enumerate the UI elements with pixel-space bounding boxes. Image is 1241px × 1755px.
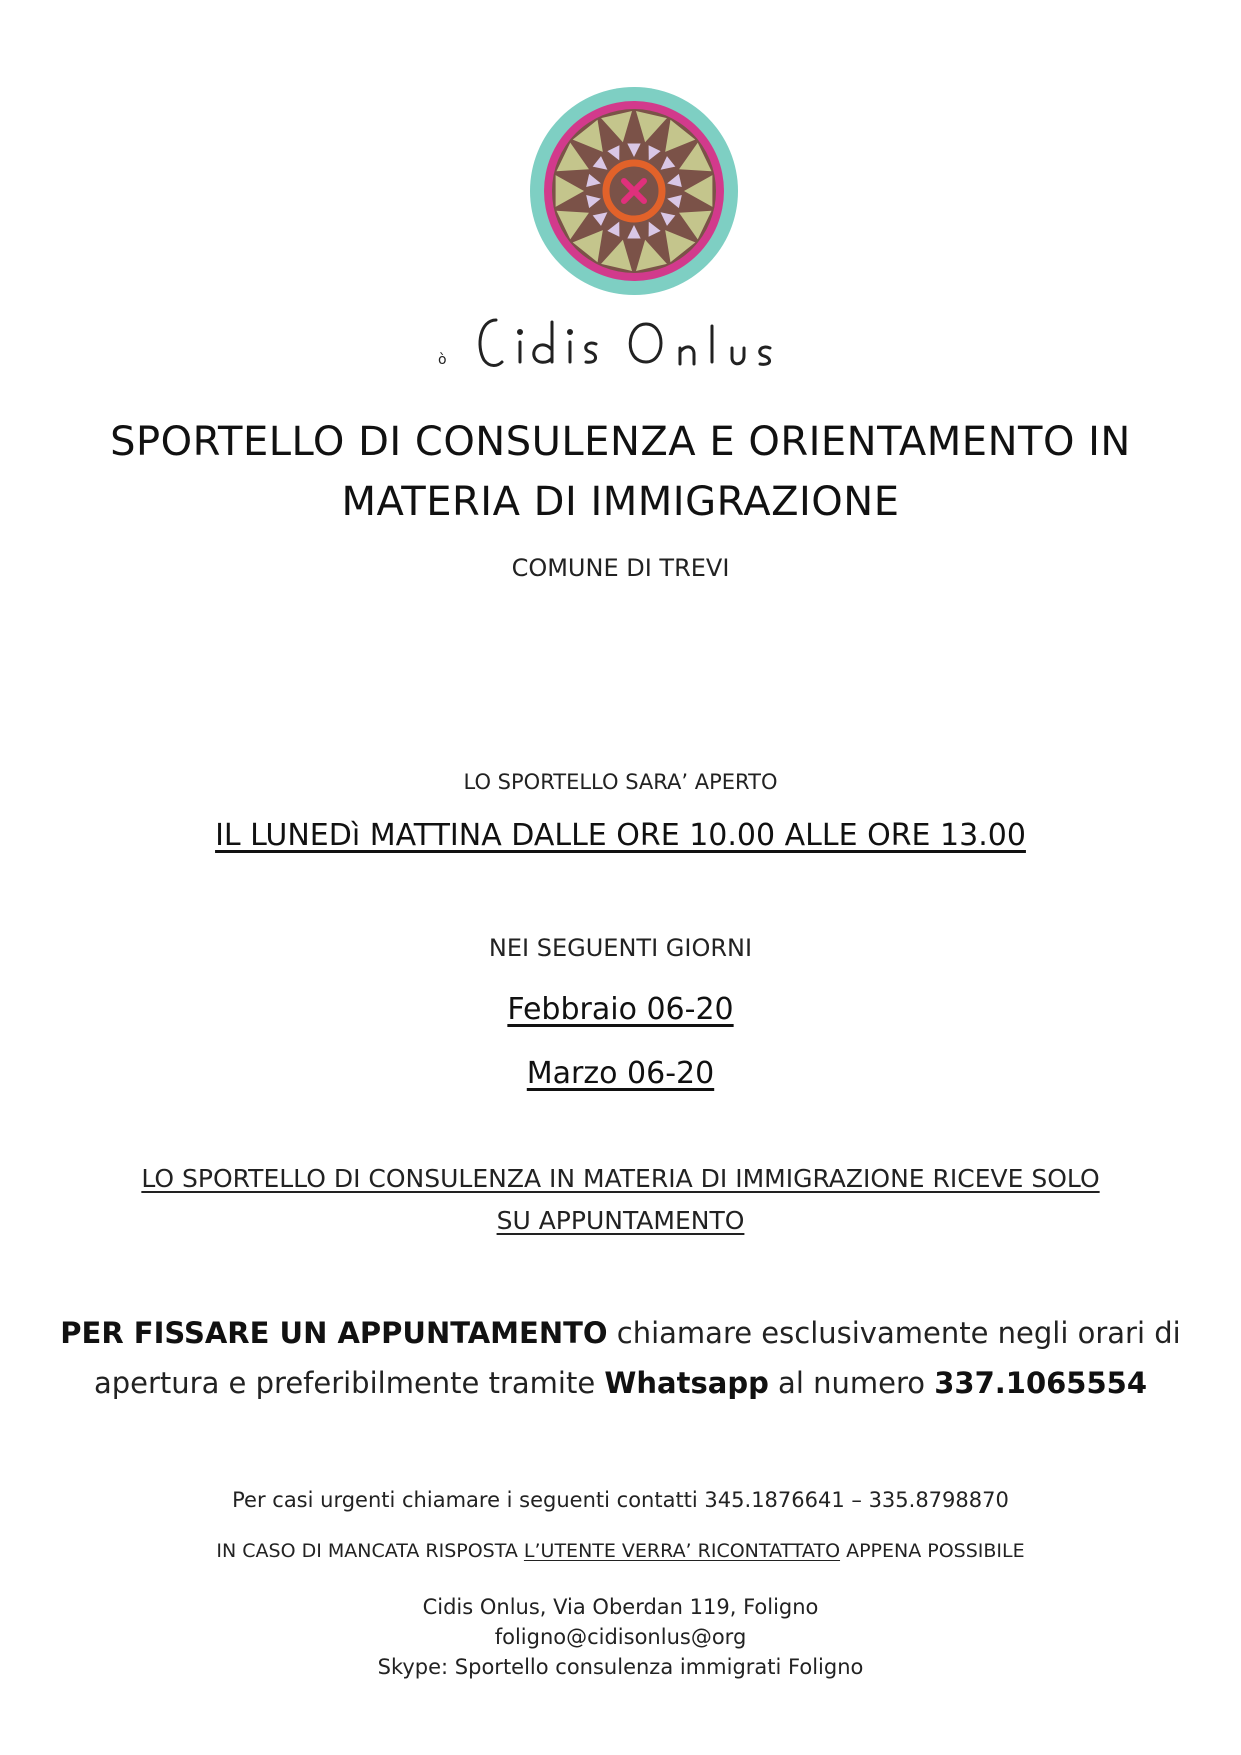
notice-line-1: LO SPORTELLO DI CONSULENZA IN MATERIA DI IMMIGRAZIONE RICEVE SOLO (141, 1164, 1100, 1193)
footer-contacts (0, 1592, 1241, 1682)
urgent-contacts: Per casi urgenti chiamare i seguenti contatti 345.1876641 – 335.8798870 (232, 1488, 1009, 1512)
appointment-lead: PER FISSARE UN APPUNTAMENTO (60, 1316, 608, 1350)
no-reply-after: APPENA POSSIBILE (840, 1540, 1025, 1562)
cidis-logo-wordmark (440, 300, 820, 390)
cidis-logo-emblem (527, 84, 741, 298)
footer-address: Cidis Onlus, Via Oberdan 119, Foligno (422, 1595, 819, 1619)
appointment-only-notice (0, 1158, 1241, 1242)
days-label: NEI SEGUENTI GIORNI (488, 934, 753, 962)
appointment-text-2: apertura e preferibilmente tramite (93, 1366, 605, 1400)
subtitle: COMUNE DI TREVI (511, 554, 730, 582)
appointment-line-2 (0, 1358, 1241, 1408)
whatsapp-number: 337.1065554 (934, 1366, 1148, 1400)
no-reply-before: IN CASO DI MANCATA RISPOSTA (216, 1540, 524, 1562)
page-title (0, 412, 1241, 532)
whatsapp-label: Whatsapp (604, 1366, 769, 1400)
footer-email: foligno@cidisonlus@org (494, 1625, 747, 1649)
notice-line-2: SU APPUNTAMENTO (496, 1206, 745, 1235)
open-label: LO SPORTELLO SARA’ APERTO (463, 770, 778, 794)
opening-hours: IL LUNEDì MATTINA DALLE ORE 10.00 ALLE ORE 13.00 (215, 818, 1026, 853)
date-march: Marzo 06-20 (526, 1056, 715, 1091)
appointment-text-3: al numero (768, 1366, 935, 1400)
no-reply-notice (0, 1540, 1241, 1562)
appointment-instructions (0, 1308, 1241, 1408)
no-reply-underlined: L’UTENTE VERRA’ RICONTATTATO (523, 1540, 841, 1562)
appointment-line-1 (0, 1308, 1241, 1358)
title-line-2: MATERIA DI IMMIGRAZIONE (341, 479, 900, 525)
footer-skype: Skype: Sportello consulenza immigrati Foligno (377, 1655, 864, 1679)
date-february: Febbraio 06-20 (507, 992, 734, 1027)
appointment-text-1: chiamare esclusivamente negli orari di (607, 1316, 1181, 1350)
svg-text:ò: ò (438, 352, 447, 368)
title-line-1: SPORTELLO DI CONSULENZA E ORIENTAMENTO IN (110, 419, 1131, 465)
